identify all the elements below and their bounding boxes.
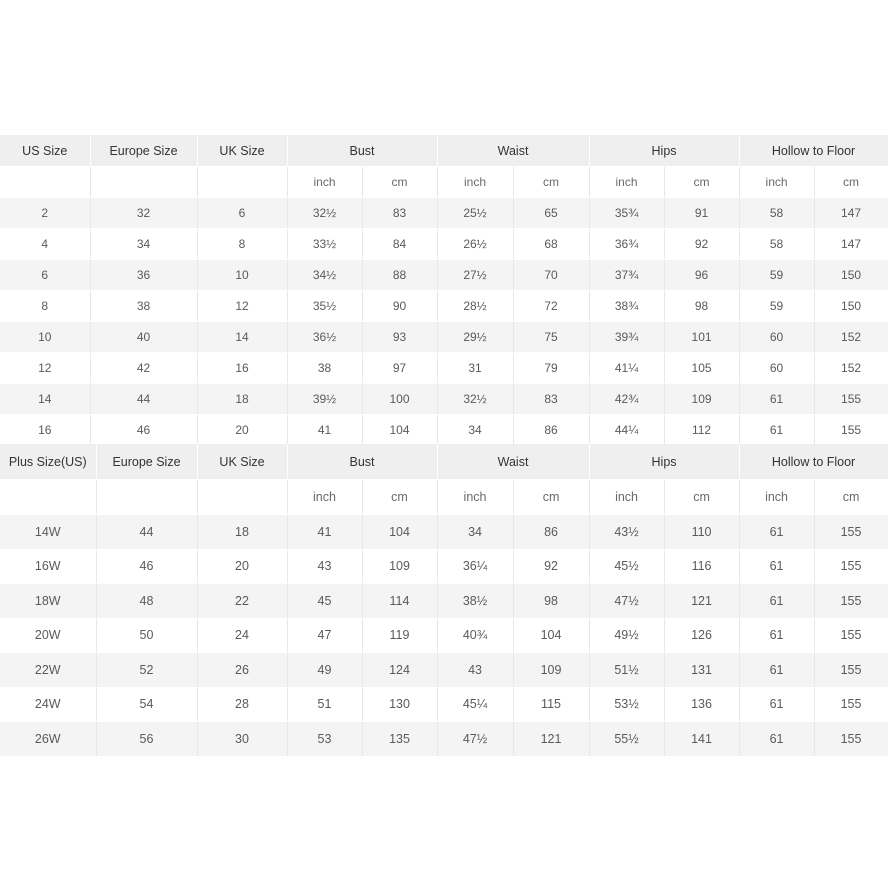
table-cell: 10 bbox=[0, 322, 90, 353]
table-cell: 20 bbox=[197, 415, 287, 446]
table-cell: 97 bbox=[362, 353, 437, 384]
table-row bbox=[0, 618, 888, 653]
header-hollow-to-floor: Hollow to Floor bbox=[739, 444, 888, 480]
unit-row bbox=[0, 167, 888, 198]
table-cell: 130 bbox=[362, 687, 437, 722]
table-cell: 44¼ bbox=[589, 415, 664, 446]
table-cell: 20 bbox=[197, 549, 287, 584]
table-cell: 105 bbox=[664, 353, 739, 384]
header-hollow-to-floor: Hollow to Floor bbox=[739, 135, 888, 167]
table-cell: 155 bbox=[814, 584, 888, 619]
table-cell: 90 bbox=[362, 291, 437, 322]
header-bust: Bust bbox=[287, 444, 437, 480]
table-cell: 65 bbox=[513, 198, 589, 229]
table-cell: 36¼ bbox=[437, 549, 513, 584]
table-cell: 116 bbox=[664, 549, 739, 584]
table-cell: 45¼ bbox=[437, 687, 513, 722]
header-row bbox=[0, 444, 888, 480]
table-cell: 12 bbox=[197, 291, 287, 322]
table-cell: 115 bbox=[513, 687, 589, 722]
table-cell: 41 bbox=[287, 415, 362, 446]
table-cell: 6 bbox=[197, 198, 287, 229]
unit-blank bbox=[0, 480, 96, 515]
header-europe-size: Europe Size bbox=[96, 444, 197, 480]
unit-label: inch bbox=[739, 480, 814, 515]
table-cell: 26W bbox=[0, 722, 96, 757]
table-cell: 41¼ bbox=[589, 353, 664, 384]
table-cell: 100 bbox=[362, 384, 437, 415]
table-cell: 34 bbox=[437, 515, 513, 550]
table-row bbox=[0, 229, 888, 260]
table-cell: 24 bbox=[197, 618, 287, 653]
table-cell: 4 bbox=[0, 229, 90, 260]
table-cell: 18 bbox=[197, 515, 287, 550]
table-cell: 31 bbox=[437, 353, 513, 384]
table-cell: 152 bbox=[814, 322, 888, 353]
table-cell: 26 bbox=[197, 653, 287, 688]
unit-label: inch bbox=[739, 167, 814, 198]
unit-label: cm bbox=[664, 480, 739, 515]
unit-label: inch bbox=[437, 480, 513, 515]
table-cell: 58 bbox=[739, 198, 814, 229]
header-hips: Hips bbox=[589, 444, 739, 480]
table-cell: 41 bbox=[287, 515, 362, 550]
table-cell: 10 bbox=[197, 260, 287, 291]
table-cell: 39½ bbox=[287, 384, 362, 415]
unit-label: inch bbox=[589, 167, 664, 198]
table-cell: 79 bbox=[513, 353, 589, 384]
table-row bbox=[0, 549, 888, 584]
unit-blank bbox=[96, 480, 197, 515]
table-cell: 42¾ bbox=[589, 384, 664, 415]
header-plus-size-us: Plus Size(US) bbox=[0, 444, 96, 480]
table-cell: 43½ bbox=[589, 515, 664, 550]
table-cell: 55½ bbox=[589, 722, 664, 757]
table-row bbox=[0, 415, 888, 446]
table-cell: 60 bbox=[739, 353, 814, 384]
table-cell: 110 bbox=[664, 515, 739, 550]
table-cell: 38¾ bbox=[589, 291, 664, 322]
table-cell: 104 bbox=[362, 515, 437, 550]
table-cell: 45½ bbox=[589, 549, 664, 584]
table-cell: 8 bbox=[0, 291, 90, 322]
table-cell: 121 bbox=[513, 722, 589, 757]
table-cell: 61 bbox=[739, 618, 814, 653]
header-bust: Bust bbox=[287, 135, 437, 167]
table-cell: 2 bbox=[0, 198, 90, 229]
table-cell: 50 bbox=[96, 618, 197, 653]
table-cell: 35¾ bbox=[589, 198, 664, 229]
table-cell: 150 bbox=[814, 260, 888, 291]
table-cell: 152 bbox=[814, 353, 888, 384]
table-cell: 32½ bbox=[287, 198, 362, 229]
table-cell: 16 bbox=[0, 415, 90, 446]
table-cell: 121 bbox=[664, 584, 739, 619]
table-cell: 24W bbox=[0, 687, 96, 722]
table-cell: 38½ bbox=[437, 584, 513, 619]
table-cell: 51½ bbox=[589, 653, 664, 688]
table-cell: 43 bbox=[437, 653, 513, 688]
table-row bbox=[0, 722, 888, 757]
table-cell: 59 bbox=[739, 291, 814, 322]
table-cell: 150 bbox=[814, 291, 888, 322]
table-cell: 52 bbox=[96, 653, 197, 688]
table-cell: 29½ bbox=[437, 322, 513, 353]
table-cell: 83 bbox=[362, 198, 437, 229]
table-cell: 39¾ bbox=[589, 322, 664, 353]
unit-label: inch bbox=[589, 480, 664, 515]
table-cell: 49 bbox=[287, 653, 362, 688]
table-cell: 109 bbox=[664, 384, 739, 415]
table-cell: 68 bbox=[513, 229, 589, 260]
table-cell: 22 bbox=[197, 584, 287, 619]
table-cell: 28 bbox=[197, 687, 287, 722]
table-cell: 124 bbox=[362, 653, 437, 688]
table-cell: 26½ bbox=[437, 229, 513, 260]
header-us-size: US Size bbox=[0, 135, 90, 167]
unit-label: cm bbox=[362, 167, 437, 198]
unit-blank bbox=[0, 167, 90, 198]
table-cell: 141 bbox=[664, 722, 739, 757]
header-row bbox=[0, 135, 888, 167]
table-cell: 155 bbox=[814, 722, 888, 757]
table-cell: 45 bbox=[287, 584, 362, 619]
table-cell: 86 bbox=[513, 515, 589, 550]
table-cell: 61 bbox=[739, 584, 814, 619]
table-cell: 33½ bbox=[287, 229, 362, 260]
header-hips: Hips bbox=[589, 135, 739, 167]
unit-row bbox=[0, 480, 888, 515]
table-cell: 40¾ bbox=[437, 618, 513, 653]
table-cell: 44 bbox=[96, 515, 197, 550]
table-cell: 61 bbox=[739, 515, 814, 550]
table-cell: 72 bbox=[513, 291, 589, 322]
table-cell: 47 bbox=[287, 618, 362, 653]
table-cell: 61 bbox=[739, 549, 814, 584]
table-cell: 70 bbox=[513, 260, 589, 291]
table-cell: 27½ bbox=[437, 260, 513, 291]
table-row bbox=[0, 291, 888, 322]
unit-label: cm bbox=[814, 167, 888, 198]
table-cell: 131 bbox=[664, 653, 739, 688]
table-row bbox=[0, 515, 888, 550]
table-cell: 16W bbox=[0, 549, 96, 584]
table-cell: 109 bbox=[362, 549, 437, 584]
table-row bbox=[0, 584, 888, 619]
table-cell: 155 bbox=[814, 687, 888, 722]
unit-label: cm bbox=[513, 480, 589, 515]
table-cell: 12 bbox=[0, 353, 90, 384]
table-cell: 86 bbox=[513, 415, 589, 446]
table-cell: 40 bbox=[90, 322, 197, 353]
unit-label: cm bbox=[513, 167, 589, 198]
table-cell: 18 bbox=[197, 384, 287, 415]
table-cell: 34 bbox=[90, 229, 197, 260]
table-cell: 46 bbox=[96, 549, 197, 584]
unit-blank bbox=[197, 480, 287, 515]
table-row bbox=[0, 322, 888, 353]
table-cell: 104 bbox=[362, 415, 437, 446]
table-cell: 59 bbox=[739, 260, 814, 291]
table-cell: 34 bbox=[437, 415, 513, 446]
table-cell: 155 bbox=[814, 415, 888, 446]
header-waist: Waist bbox=[437, 444, 589, 480]
plus-size-table bbox=[0, 444, 888, 757]
table-row bbox=[0, 687, 888, 722]
unit-label: cm bbox=[664, 167, 739, 198]
unit-blank bbox=[197, 167, 287, 198]
table-cell: 58 bbox=[739, 229, 814, 260]
table-cell: 109 bbox=[513, 653, 589, 688]
table-cell: 32 bbox=[90, 198, 197, 229]
table-cell: 44 bbox=[90, 384, 197, 415]
table-cell: 8 bbox=[197, 229, 287, 260]
table-cell: 155 bbox=[814, 384, 888, 415]
table-cell: 101 bbox=[664, 322, 739, 353]
table-cell: 38 bbox=[287, 353, 362, 384]
table-cell: 61 bbox=[739, 722, 814, 757]
table-cell: 104 bbox=[513, 618, 589, 653]
table-cell: 75 bbox=[513, 322, 589, 353]
table-cell: 53½ bbox=[589, 687, 664, 722]
table-row bbox=[0, 260, 888, 291]
table-row bbox=[0, 653, 888, 688]
table-cell: 36¾ bbox=[589, 229, 664, 260]
table-cell: 14W bbox=[0, 515, 96, 550]
unit-label: inch bbox=[287, 167, 362, 198]
table-row bbox=[0, 198, 888, 229]
table-cell: 36½ bbox=[287, 322, 362, 353]
table-row bbox=[0, 384, 888, 415]
header-waist: Waist bbox=[437, 135, 589, 167]
unit-label: cm bbox=[362, 480, 437, 515]
table-cell: 61 bbox=[739, 384, 814, 415]
table-cell: 16 bbox=[197, 353, 287, 384]
table-cell: 49½ bbox=[589, 618, 664, 653]
table-cell: 88 bbox=[362, 260, 437, 291]
table-cell: 112 bbox=[664, 415, 739, 446]
table-cell: 61 bbox=[739, 415, 814, 446]
table-cell: 20W bbox=[0, 618, 96, 653]
table-cell: 136 bbox=[664, 687, 739, 722]
table-cell: 51 bbox=[287, 687, 362, 722]
table-cell: 6 bbox=[0, 260, 90, 291]
table-cell: 83 bbox=[513, 384, 589, 415]
table-cell: 96 bbox=[664, 260, 739, 291]
unit-blank bbox=[90, 167, 197, 198]
unit-label: inch bbox=[437, 167, 513, 198]
table-cell: 92 bbox=[664, 229, 739, 260]
table-cell: 47½ bbox=[437, 722, 513, 757]
standard-size-table bbox=[0, 135, 888, 446]
table-cell: 32½ bbox=[437, 384, 513, 415]
table-cell: 53 bbox=[287, 722, 362, 757]
table-cell: 98 bbox=[664, 291, 739, 322]
table-cell: 60 bbox=[739, 322, 814, 353]
table-cell: 48 bbox=[96, 584, 197, 619]
table-cell: 155 bbox=[814, 653, 888, 688]
header-uk-size: UK Size bbox=[197, 135, 287, 167]
header-europe-size: Europe Size bbox=[90, 135, 197, 167]
table-cell: 135 bbox=[362, 722, 437, 757]
table-cell: 91 bbox=[664, 198, 739, 229]
table-cell: 46 bbox=[90, 415, 197, 446]
table-cell: 25½ bbox=[437, 198, 513, 229]
table-cell: 14 bbox=[0, 384, 90, 415]
unit-label: inch bbox=[287, 480, 362, 515]
table-cell: 93 bbox=[362, 322, 437, 353]
table-cell: 18W bbox=[0, 584, 96, 619]
table-row bbox=[0, 353, 888, 384]
table-cell: 42 bbox=[90, 353, 197, 384]
table-cell: 56 bbox=[96, 722, 197, 757]
table-cell: 155 bbox=[814, 618, 888, 653]
table-cell: 54 bbox=[96, 687, 197, 722]
table-cell: 147 bbox=[814, 198, 888, 229]
table-cell: 38 bbox=[90, 291, 197, 322]
table-cell: 155 bbox=[814, 549, 888, 584]
table-cell: 98 bbox=[513, 584, 589, 619]
unit-label: cm bbox=[814, 480, 888, 515]
table-cell: 34½ bbox=[287, 260, 362, 291]
table-cell: 14 bbox=[197, 322, 287, 353]
table-cell: 147 bbox=[814, 229, 888, 260]
table-cell: 114 bbox=[362, 584, 437, 619]
table-cell: 37¾ bbox=[589, 260, 664, 291]
table-cell: 92 bbox=[513, 549, 589, 584]
table-cell: 22W bbox=[0, 653, 96, 688]
table-cell: 36 bbox=[90, 260, 197, 291]
table-cell: 61 bbox=[739, 653, 814, 688]
table-cell: 119 bbox=[362, 618, 437, 653]
table-cell: 30 bbox=[197, 722, 287, 757]
table-cell: 35½ bbox=[287, 291, 362, 322]
table-cell: 47½ bbox=[589, 584, 664, 619]
table-cell: 61 bbox=[739, 687, 814, 722]
table-cell: 28½ bbox=[437, 291, 513, 322]
table-cell: 43 bbox=[287, 549, 362, 584]
table-cell: 84 bbox=[362, 229, 437, 260]
table-cell: 126 bbox=[664, 618, 739, 653]
header-uk-size: UK Size bbox=[197, 444, 287, 480]
table-cell: 155 bbox=[814, 515, 888, 550]
